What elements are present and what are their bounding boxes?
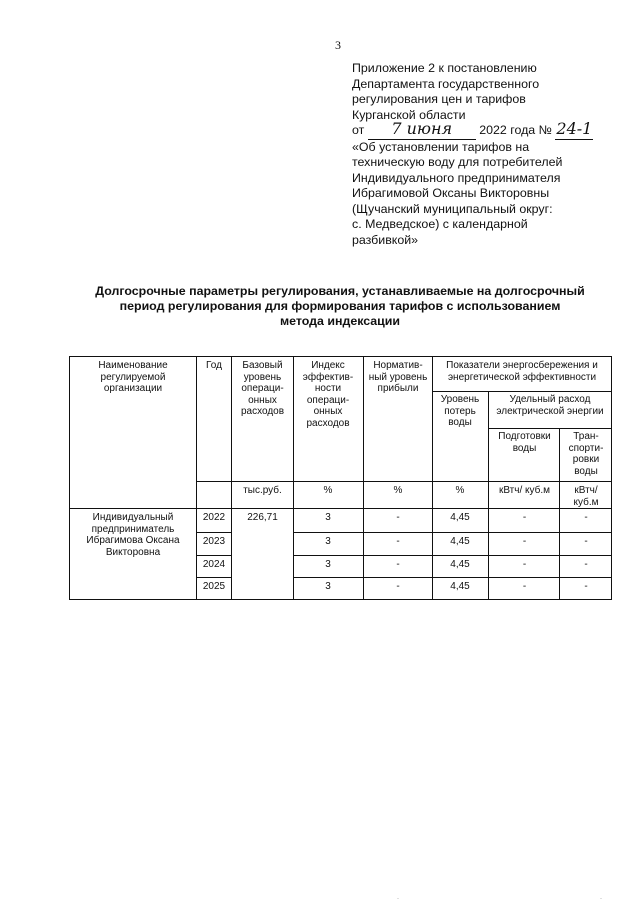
row-transport: -: [584, 536, 588, 547]
header-year: Год: [206, 360, 222, 371]
appendix-subject-line: (Щучанский муниципальный округ:: [352, 201, 553, 216]
scan-speck: ·: [397, 896, 399, 902]
grid-line: [231, 357, 232, 599]
unit-base: тыс.руб.: [243, 485, 282, 496]
appendix-subject-line: разбивкой»: [352, 232, 419, 247]
grid-line: [293, 357, 294, 599]
header-energy-indicators: Показатели энергосбережения и энергетической эффективности: [446, 360, 598, 383]
grid-line: [432, 391, 611, 392]
grid-line: [196, 577, 231, 578]
grid-line: [70, 508, 611, 509]
appendix-subject-line: техническую воду для потребителей: [352, 155, 563, 169]
grid-line: [488, 391, 489, 599]
row-year: 2023: [202, 536, 226, 547]
header-preparation: Подготовки воды: [498, 431, 551, 454]
header-water-loss: Уровень потерь воды: [440, 394, 480, 428]
row-prep: -: [522, 581, 527, 592]
unit-loss: %: [455, 485, 465, 496]
appendix-subject-line: Ибрагимовой Оксаны Викторовны: [352, 186, 550, 200]
base-value: 226,71: [247, 512, 278, 523]
row-profit: -: [396, 581, 400, 592]
row-loss: 4,45: [450, 581, 470, 592]
row-index: 3: [325, 559, 331, 570]
grid-line: [432, 357, 433, 599]
grid-line: [293, 555, 611, 556]
row-profit: -: [396, 512, 400, 523]
appendix-line: Курганской области: [352, 107, 466, 122]
appendix-date-line: [352, 119, 632, 140]
appendix-line: Приложение 2 к постановлению: [352, 61, 537, 75]
handwritten-number: 24-1: [556, 119, 593, 138]
grid-line: [196, 555, 231, 556]
grid-line: [293, 532, 611, 533]
handwritten-date: 7 июня: [391, 119, 453, 138]
row-transport: -: [584, 581, 588, 592]
number-field: [555, 119, 593, 140]
row-index: 3: [325, 512, 331, 523]
header-base-costs: Базовый уровень операци-онных расходов: [240, 360, 285, 417]
row-year: 2024: [202, 559, 226, 570]
date-suffix: 2022 года №: [479, 123, 552, 137]
row-profit: -: [396, 536, 400, 547]
unit-prep: кВтч/ куб.м: [498, 485, 551, 496]
header-transport: Тран-спорти-ровки воды: [568, 431, 604, 477]
appendix-subject-line: Индивидуального предпринимателя: [352, 170, 561, 185]
appendix-line: Департамента государственного: [352, 76, 540, 91]
row-profit: -: [396, 559, 400, 570]
organization-name: Индивидуальный предприниматель Ибрагимова Оксана Викторовна: [86, 512, 180, 558]
header-efficiency-index: Индекс эффектив-ности операци-онных расходов: [302, 360, 354, 429]
grid-line: [363, 357, 364, 599]
title-line: метода индексации: [279, 314, 401, 328]
parameters-table: [69, 356, 612, 600]
row-index: 3: [325, 536, 331, 547]
document-title: [70, 284, 610, 329]
appendix-header: [352, 61, 632, 248]
appendix-subject-line: «Об установлении тарифов на: [352, 139, 530, 154]
row-loss: 4,45: [450, 512, 470, 523]
row-prep: -: [522, 536, 527, 547]
row-prep: -: [522, 559, 527, 570]
date-prefix: от: [352, 123, 365, 137]
grid-line: [559, 428, 560, 599]
grid-line: [293, 577, 611, 578]
grid-line: [196, 481, 611, 482]
title-line: период регулирования для формирования тарифов с использованием: [119, 299, 561, 313]
appendix-line: регулирования цен и тарифов: [352, 92, 526, 106]
grid-line: [488, 428, 611, 429]
header-profit-level: Норматив-ный уровень прибыли: [368, 360, 428, 394]
unit-profit: %: [393, 485, 403, 496]
row-year: 2022: [202, 512, 226, 523]
row-prep: -: [522, 512, 527, 523]
title-line: Долгосрочные параметры регулирования, устанавливаемые на долгосрочный: [95, 284, 585, 298]
page-number: 3: [335, 38, 341, 52]
row-index: 3: [325, 581, 331, 592]
row-loss: 4,45: [450, 536, 470, 547]
header-specific-power: Удельный расход электрической энергии: [496, 394, 604, 417]
header-organization: Наименование регулируемой организации: [98, 360, 168, 394]
date-field: [368, 119, 476, 140]
row-transport: -: [584, 512, 588, 523]
unit-transport: кВтч/ куб.м: [573, 485, 599, 508]
row-loss: 4,45: [450, 559, 470, 570]
appendix-subject-line: с. Медведское) с календарной: [352, 217, 528, 231]
grid-line: [196, 532, 231, 533]
row-transport: -: [584, 559, 588, 570]
scan-speck: ·: [600, 896, 602, 902]
row-year: 2025: [202, 581, 226, 592]
unit-index: %: [323, 485, 333, 496]
